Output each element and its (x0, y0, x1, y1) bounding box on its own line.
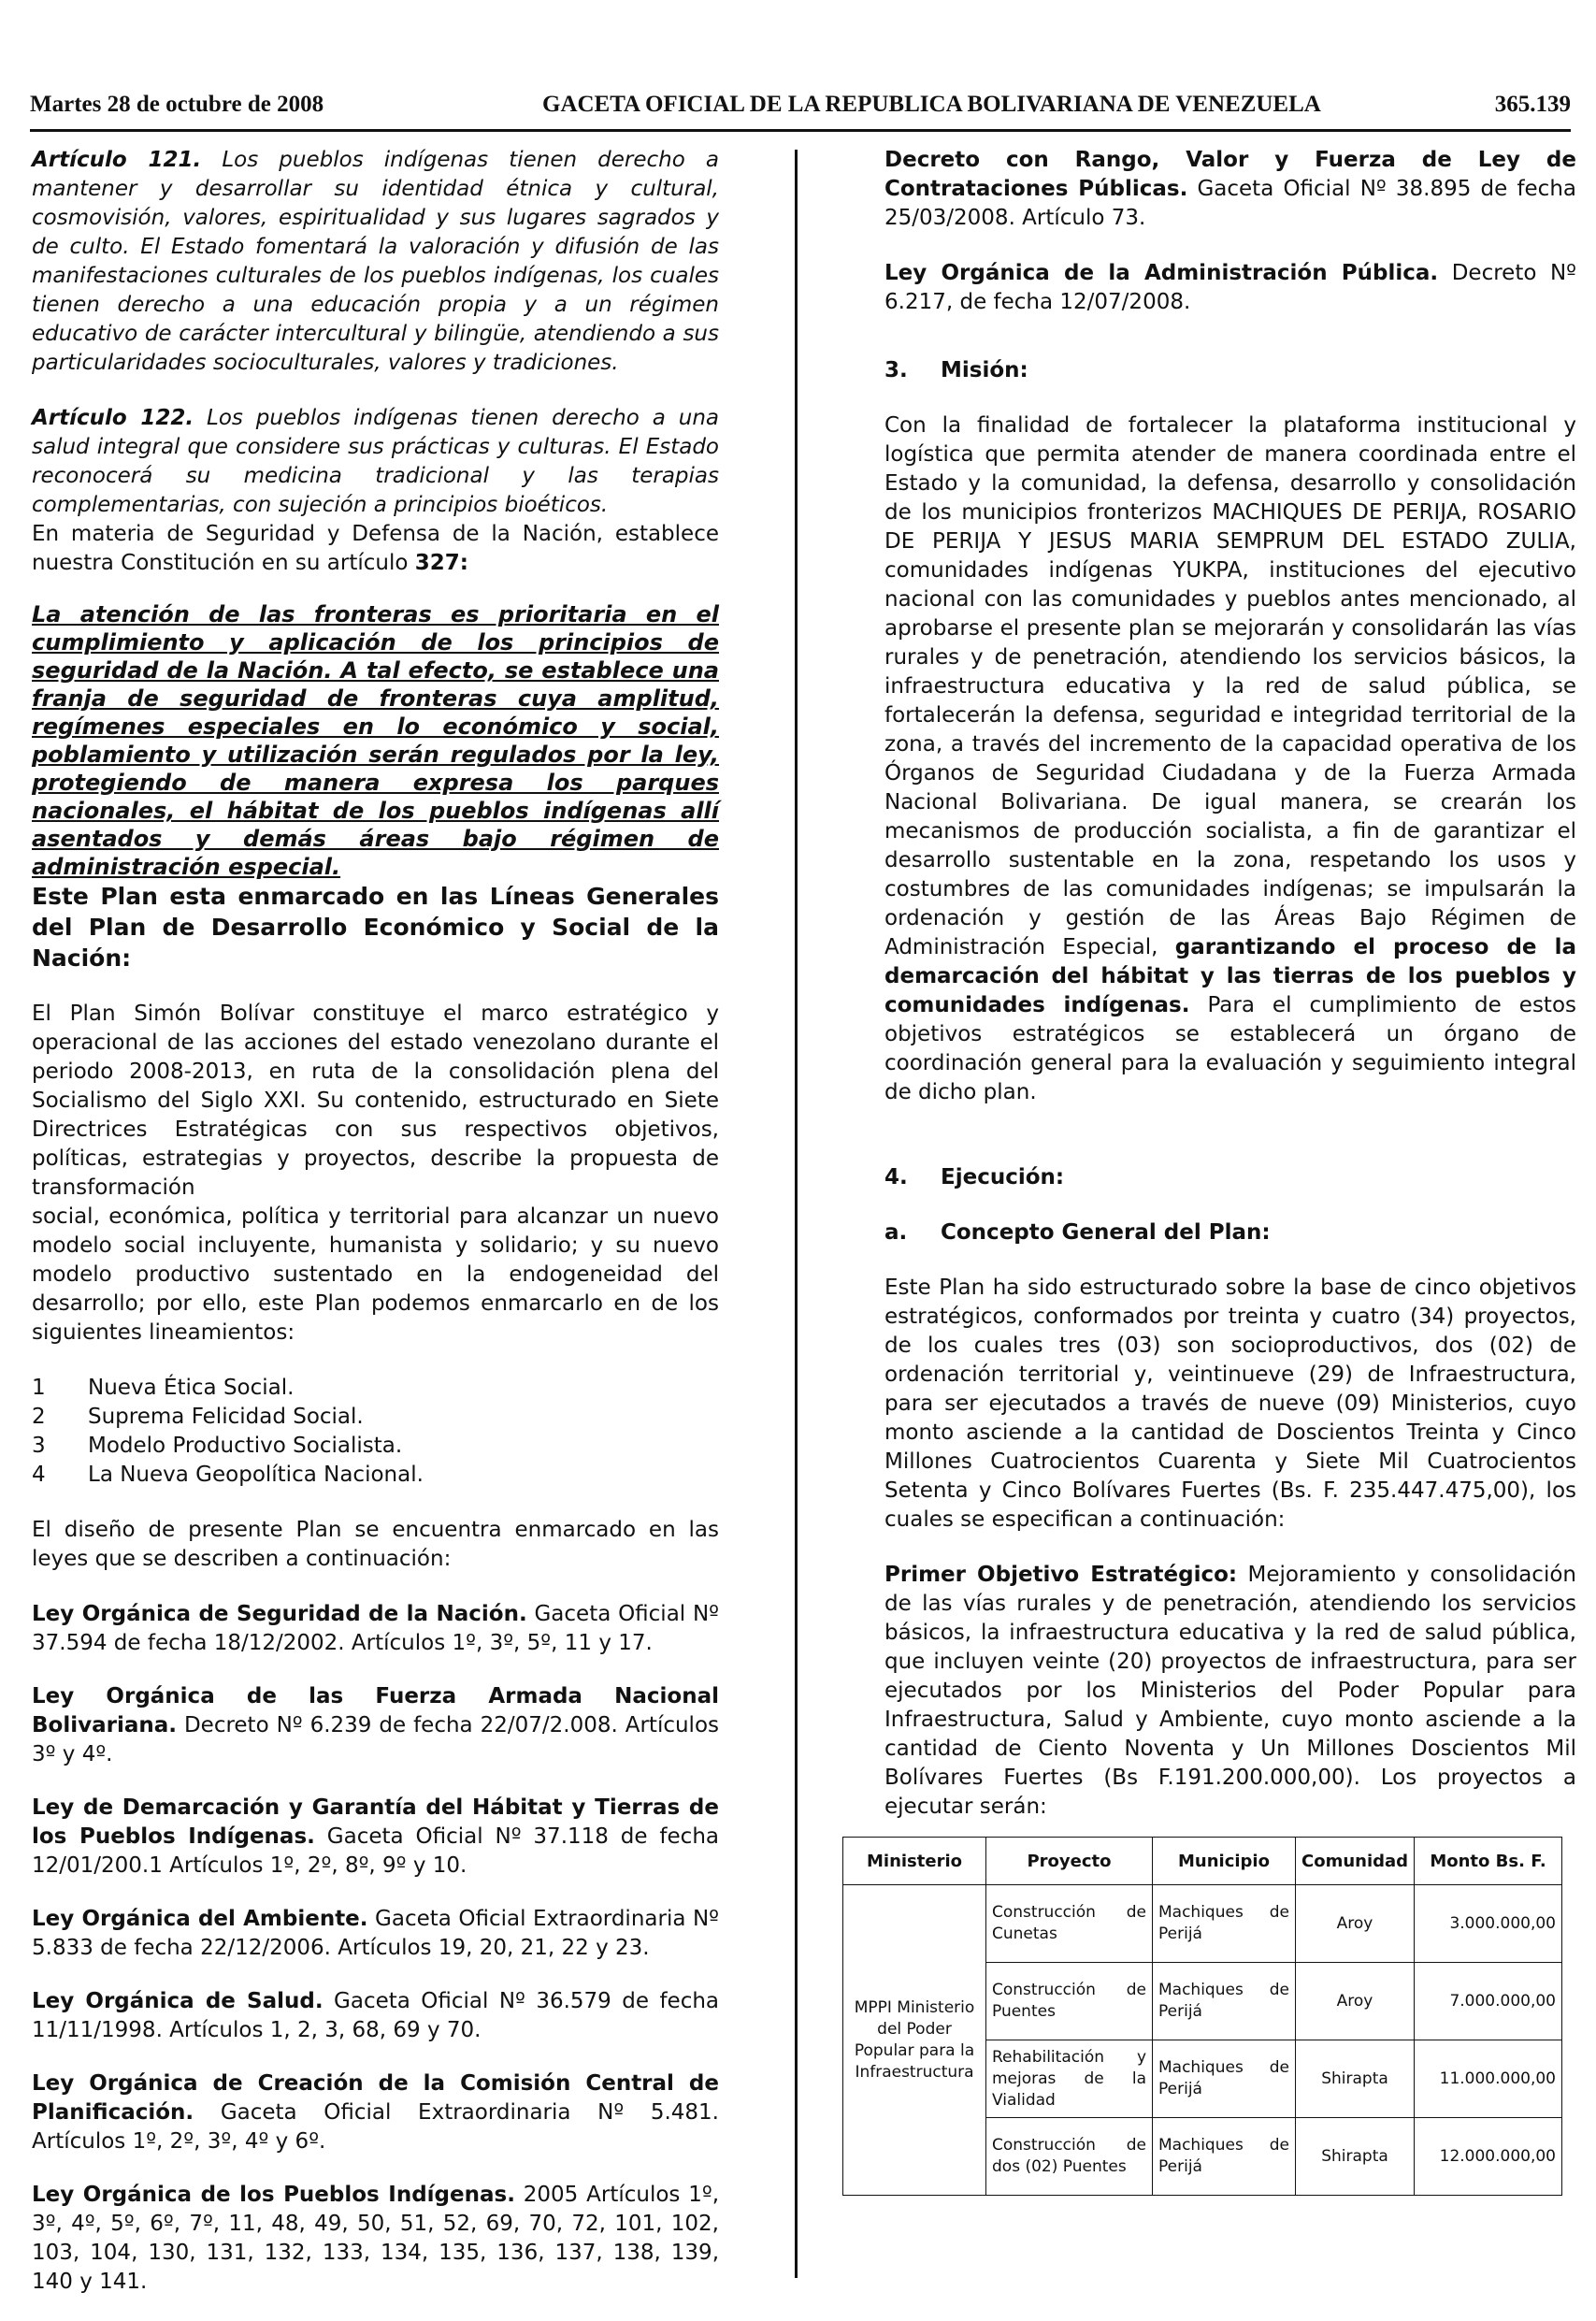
concepto-heading: a. Concepto General del Plan: (884, 1220, 1271, 1245)
ejecucion-heading: 4. Ejecución: (884, 1165, 1065, 1189)
header-page-number: 365.139 (1494, 92, 1571, 117)
header-date: Martes 28 de octubre de 2008 (30, 92, 324, 117)
left-column (32, 146, 719, 2321)
list-item: 2 Suprema Felicidad Social. (32, 1405, 364, 1429)
right-column (884, 146, 1576, 1848)
article-122-text: Los pueblos indígenas tienen derecho a una salud integral que considere sus prácticas y culturas. El Estado reconocerá su medicina tradicional y las terapias complementarias, con sujeción a principios bioéticos. (32, 406, 719, 517)
concepto-text: Este Plan ha sido estructurado sobre la base de cinco objetivos estratégicos, conformados por treinta y cuatro (34) proyectos, de los cuales tres (03) son socioproductivos, dos (02) de ordenación territorial y, veintinueve (29) de Infraestructura, para ser ejecutados a través de nueve (09) Ministerios, cuyo monto asciende a la cantidad de Doscientos Treinta y Cinco Millones Cuatrocientos Cuarenta y Siete Mil Cuatrocientos Setenta y Cinco Bolívares Fuertes (Bs. F. 235.447.475,00), los cuales se especifican a continuación: (884, 1276, 1576, 1532)
mision-heading: 3. Misión: (884, 358, 1028, 382)
law-item: Ley Orgánica de las Fuerza Armada Nacional Bolivariana. Decreto Nº 6.239 de fecha 22/07/2.008. Artículos 3º y 4º. (32, 1684, 720, 1766)
article-121-text: Los pueblos indígenas tienen derecho a mantener y desarrollar su identidad étnica y cultural, cosmovisión, valores, espiritualidad y sus lugares sagrados y de culto. El Estado fomentará la valoración y difusión de las manifestaciones culturales de los pueblos indígenas, los cuales tienen derecho a una educación propia y a un régimen educativo de carácter intercultural y bilingüe, atendiendo a sus particularidades socioculturales, valores y tradiciones. (32, 148, 719, 375)
article-121-label: Artículo 121. (32, 148, 202, 172)
list-item: 4 La Nueva Geopolítica Nacional. (32, 1463, 424, 1487)
plan-heading: Este Plan esta enmarcado en las Líneas Generales del Plan de Desarrollo Económico y Social de la Nación: (32, 883, 719, 972)
page-header (30, 92, 1571, 132)
header-title: GACETA OFICIAL DE LA REPUBLICA BOLIVARIANA DE VENEZUELA (542, 92, 1321, 117)
lineamientos-list (32, 1374, 719, 1490)
article-327-text: La atención de las fronteras es prioritaria en el cumplimiento y aplicación de los principios de seguridad de la Nación. A tal efecto, se establece una franja de seguridad de fronteras cuya amplitud, regímenes especiales en lo económico y social, poblamiento y utilización serán regulados por la ley, protegiendo de manera expresa los parques nacionales, el hábitat de los pueblos indígenas allí asentados y demás áreas bajo régimen de administración especial. (32, 601, 719, 880)
table-row: Construcción de dos (02) Puentes Machiques de Perijá Shirapta 12.000.000,00 (843, 2118, 1562, 2196)
security-intro: En materia de Seguridad y Defensa de la Nación, establece nuestra Constitución en su artículo (32, 522, 719, 575)
primer-objetivo: Primer Objetivo Estratégico: Mejoramiento y consolidación de las vías rurales y de penetración, atendiendo los servicios básicos, la infraestructura educativa y la red de salud pública, que incluyen veinte (20) proyectos de infraestructura, para ser ejecutados por los Ministerios del Poder Popular para Infraestructura, Salud y Ambiente, cuyo monto asciende a la cantidad de Ciento Noventa y Un Millones Doscientos Mil Bolívares Fuertes (Bs F.191.200.000,00). Los proyectos a ejecutar serán: (884, 1563, 1576, 1819)
law-item: Ley Orgánica del Ambiente. Gaceta Oficial Extraordinaria Nº 5.833 de fecha 22/12/2006. Artículos 19, 20, 21, 22 y 23. (32, 1907, 719, 1960)
law-item: Ley Orgánica de Creación de la Comisión Central de Planificación. Gaceta Oficial Extraordinaria Nº 5.481. Artículos 1º, 2º, 3º, 4º y 6º. (32, 2071, 719, 2154)
projects-table (842, 1837, 1562, 2196)
article-122 (32, 404, 719, 578)
mision-text: Con la finalidad de fortalecer la plataforma institucional y logística que permita atender de manera coordinada entre el Estado y la comunidad, la defensa, desarrollo y consolidación de los municipios fronterizos MACHIQUES DE PERIJA, ROSARIO DE PERIJA Y JESUS MARIA SEMPRUM DEL ESTADO ZULIA, comunidades indígenas YUKPA, instituciones del ejecutivo nacional con las comunidades y pueblos antes mencionado, al aprobarse el presente plan se mejorarán y consolidarán las vías rurales y de penetración, atendiendo los servicios básicos, la infraestructura educativa y la red de salud pública, se fortalecerán la defensa, seguridad e integridad territorial de la zona, a través del incremento de la capacidad operativa de los Órganos de Seguridad Ciudadana y de la Fuerza Armada Nacional Bolivariana. De igual manera, se crearán los mecanismos de producción socialista, a fin de garantizar el desarrollo sustentable en la zona, respetando los usos y costumbres de las comunidades indígenas; se impulsarán la ordenación y gestión de las Áreas Bajo Régimen de Administración Especial, garantizando el proceso de la demarcación del hábitat y las tierras de los pueblos y comunidades indígenas. Para el cumplimiento de estos objetivos estratégicos se establecerá un órgano de coordinación general para la evaluación y seguimiento integral de dicho plan. (884, 413, 1577, 1104)
table-row: Construcción de Puentes Machiques de Perijá Aroy 7.000.000,00 (843, 1963, 1562, 2040)
laws-intro: El diseño de presente Plan se encuentra enmarcado en las leyes que se describen a continuación: (32, 1518, 719, 1571)
col-header-monto: Monto Bs. F. (1415, 1838, 1562, 1885)
security-article-number: 327: (414, 551, 468, 575)
plan-text-2: social, económica, política y territorial para alcanzar un nuevo modelo social incluyente, humanista y solidario; y su nuevo modelo productivo sustentado en la endogeneidad del desarrollo; por ello, este Plan podemos enmarcarlo en de los siguientes lineamientos: (32, 1204, 719, 1345)
law-item: Ley de Demarcación y Garantía del Hábitat y Tierras de los Pueblos Indígenas. Gaceta Oficial Nº 37.118 de fecha 12/01/200.1 Artículos 1º, 2º, 8º, 9º y 10. (32, 1795, 719, 1878)
law-item: Ley Orgánica de los Pueblos Indígenas. 2005 Artículos 1º, 3º, 4º, 5º, 6º, 7º, 11, 48, 49, 50, 51, 52, 69, 70, 72, 101, 102, 103, 104, 130, 131, 132, 133, 134, 135, 136, 137, 138, 139, 140 y 141. (32, 2183, 719, 2294)
table-row: MPPI Ministerio del Poder Popular para la Infraestructura Construcción de Cunetas Machiques de Perijá Aroy 3.000.000,00 (843, 1885, 1562, 1963)
col-header-municipio: Municipio (1153, 1838, 1296, 1885)
col-header-ministerio: Ministerio (843, 1838, 986, 1885)
list-item: 3 Modelo Productivo Socialista. (32, 1434, 403, 1458)
article-122-label: Artículo 122. (32, 406, 194, 430)
table-header-row (843, 1838, 1562, 1885)
law-item: Ley Orgánica de Seguridad de la Nación. Gaceta Oficial Nº 37.594 de fecha 18/12/2002. Artículos 1º, 3º, 5º, 11 y 17. (32, 1602, 719, 1655)
list-item: 1 Nueva Ética Social. (32, 1376, 295, 1400)
law-administracion: Ley Orgánica de la Administración Pública. Decreto Nº 6.217, de fecha 12/07/2008. (884, 261, 1576, 314)
col-header-comunidad: Comunidad (1296, 1838, 1415, 1885)
ministerio-cell: MPPI Ministerio del Poder Popular para la Infraestructura (843, 1885, 986, 2196)
law-item: Ley Orgánica de Salud. Gaceta Oficial Nº 36.579 de fecha 11/11/1998. Artículos 1, 2, 3, 68, 69 y 70. (32, 1989, 720, 2042)
law-contrataciones: Decreto con Rango, Valor y Fuerza de Ley de Contrataciones Públicas. Gaceta Oficial Nº 38.895 de fecha 25/03/2008. Artículo 73. (884, 148, 1577, 230)
table-row: Rehabilitación y mejoras de la Vialidad Machiques de Perijá Shirapta 11.000.000,00 (843, 2040, 1562, 2118)
plan-text-1: El Plan Simón Bolívar constituye el marco estratégico y operacional de las acciones del estado venezolano durante el periodo 2008-2013, en ruta de la consolidación plena del Socialismo del Siglo XXI. Su contenido, estructurado en Siete Directrices Estratégicas con sus respectivos objetivos, políticas, estrategias y proyectos, describe la propuesta de transformación (32, 1002, 719, 1200)
column-divider (795, 150, 798, 2278)
col-header-proyecto: Proyecto (986, 1838, 1153, 1885)
article-121 (32, 146, 719, 378)
